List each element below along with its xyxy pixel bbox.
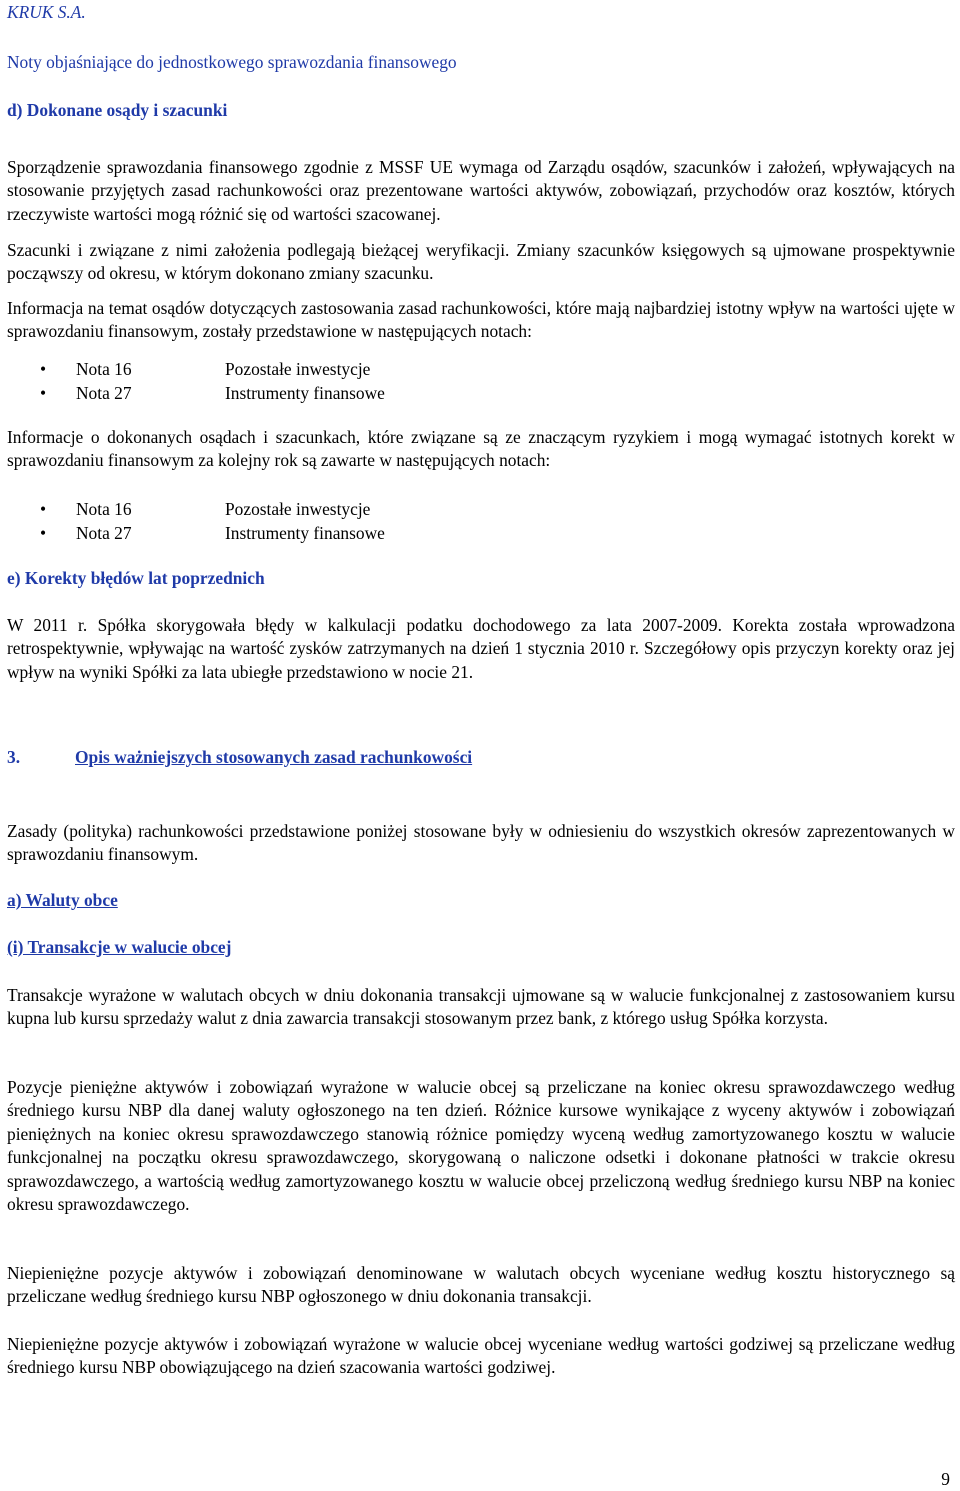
- note-description: Instrumenty finansowe: [225, 523, 385, 543]
- section-e-heading: e) Korekty błędów lat poprzednich: [7, 568, 265, 588]
- section-3-paragraph-5: Niepieniężne pozycje aktywów i zobowiązań wyrażone w walucie obcej wyceniane według wartości godziwej są przeliczane według średniego kursu NBP obowiązującego na dzień szacowania wartości godziwej.: [7, 1334, 955, 1378]
- section-3-paragraph-3: Pozycje pieniężne aktywów i zobowiązań wyrażone w walucie obcej są przeliczane na koniec okresu sprawozdawczego według średniego kursu NBP dla danej waluty ogłoszonego na ten dzień. Różnice kursowe wynikające z wyceny aktywów i zobowiązań pieniężnych na koniec okresu sprawozdawczego stanowią różnice pomiędzy wyceną według zamortyzowanego kosztu w walucie funkcjonalnej na początku okresu sprawozdawczego, skorygowaną o naliczone odsetki i dokonane płatności w trakcie okresu sprawozdawczego, a wartością według zamortyzowanego kosztu w walucie obcej przeliczoną według średniego kursu NBP na koniec okresu sprawozdawczego.: [7, 1077, 955, 1215]
- bullet: •: [40, 499, 47, 519]
- bullet: •: [40, 523, 47, 543]
- section-3-paragraph-4: Niepieniężne pozycje aktywów i zobowiązań denominowane w walutach obcych wyceniane według kosztu historycznego są przeliczane według średniego kursu NBP ogłoszonego w dniu dokonania transakcji.: [7, 1263, 955, 1307]
- section-e-paragraph: W 2011 r. Spółka skorygowała błędy w kalkulacji podatku dochodowego za lata 2007-2009. Korekta została wprowadzona retrospektywnie, wpływając na wartość zysków zatrzymanych na dzień 1 stycznia 2010 r. Szczegółowy opis przyczyn korekty oraz jej wpływ na wyniki Spółki za lata ubiegłe przedstawiono w nocie 21.: [7, 615, 955, 682]
- note-number: Nota 16: [76, 359, 132, 379]
- section-d-heading: d) Dokonane osądy i szacunki: [7, 100, 228, 120]
- section-d-paragraph-4: Informacje o dokonanych osądach i szacunkach, które związane są ze znaczącym ryzykiem i mogą wymagać istotnych korekt w sprawozdaniu finansowym za kolejny rok są zawarte w następujących notach:: [7, 427, 955, 471]
- bullet: •: [40, 359, 47, 379]
- subsection-a-heading: a) Waluty obce: [7, 890, 118, 910]
- note-number: Nota 27: [76, 383, 132, 403]
- note-number: Nota 27: [76, 523, 132, 543]
- section-3-heading: [7, 745, 472, 769]
- section-d-paragraph-3: Informacja na temat osądów dotyczących zastosowania zasad rachunkowości, które mają najbardziej istotny wpływ na wartości ujęte w sprawozdaniu finansowym, zostały przedstawione w następujących notach:: [7, 298, 955, 342]
- note-description: Pozostałe inwestycje: [225, 359, 371, 379]
- section-3-number: 3.: [7, 747, 21, 767]
- note-description: Instrumenty finansowe: [225, 383, 385, 403]
- section-3-paragraph-1: Zasady (polityka) rachunkowości przedstawione poniżej stosowane były w odniesieniu do wszystkich okresów zaprezentowanych w sprawozdaniu finansowym.: [7, 821, 955, 865]
- note-description: Pozostałe inwestycje: [225, 499, 371, 519]
- document-subtitle: Noty objaśniające do jednostkowego sprawozdania finansowego: [7, 52, 457, 72]
- section-3-title: Opis ważniejszych stosowanych zasad rachunkowości: [75, 747, 473, 767]
- note-number: Nota 16: [76, 499, 132, 519]
- page-number: 9: [941, 1469, 950, 1489]
- bullet: •: [40, 383, 47, 403]
- section-3-paragraph-2: Transakcje wyrażone w walutach obcych w dniu dokonania transakcji ujmowane są w walucie funkcjonalnej z zastosowaniem kursu kupna lub kursu sprzedaży walut z dnia zawarcia transakcji stosowanym przez bank, z którego usług Spółka korzysta.: [7, 985, 955, 1029]
- section-d-paragraph-1: Sporządzenie sprawozdania finansowego zgodnie z MSSF UE wymaga od Zarządu osądów, szacunków i założeń, wpływających na stosowanie przyjętych zasad rachunkowości oraz prezentowane wartości aktywów, zobowiązań, przychodów oraz kosztów, których rzeczywiste wartości mogą różnić się od wartości szacowanej.: [7, 157, 955, 224]
- section-d-paragraph-2: Szacunki i związane z nimi założenia podlegają bieżącej weryfikacji. Zmiany szacunków księgowych są ujmowane prospektywnie począwszy od okresu, w którym dokonano zmiany szacunku.: [7, 240, 955, 284]
- document-header: KRUK S.A.: [7, 2, 86, 22]
- subsection-i-heading: (i) Transakcje w walucie obcej: [7, 937, 232, 957]
